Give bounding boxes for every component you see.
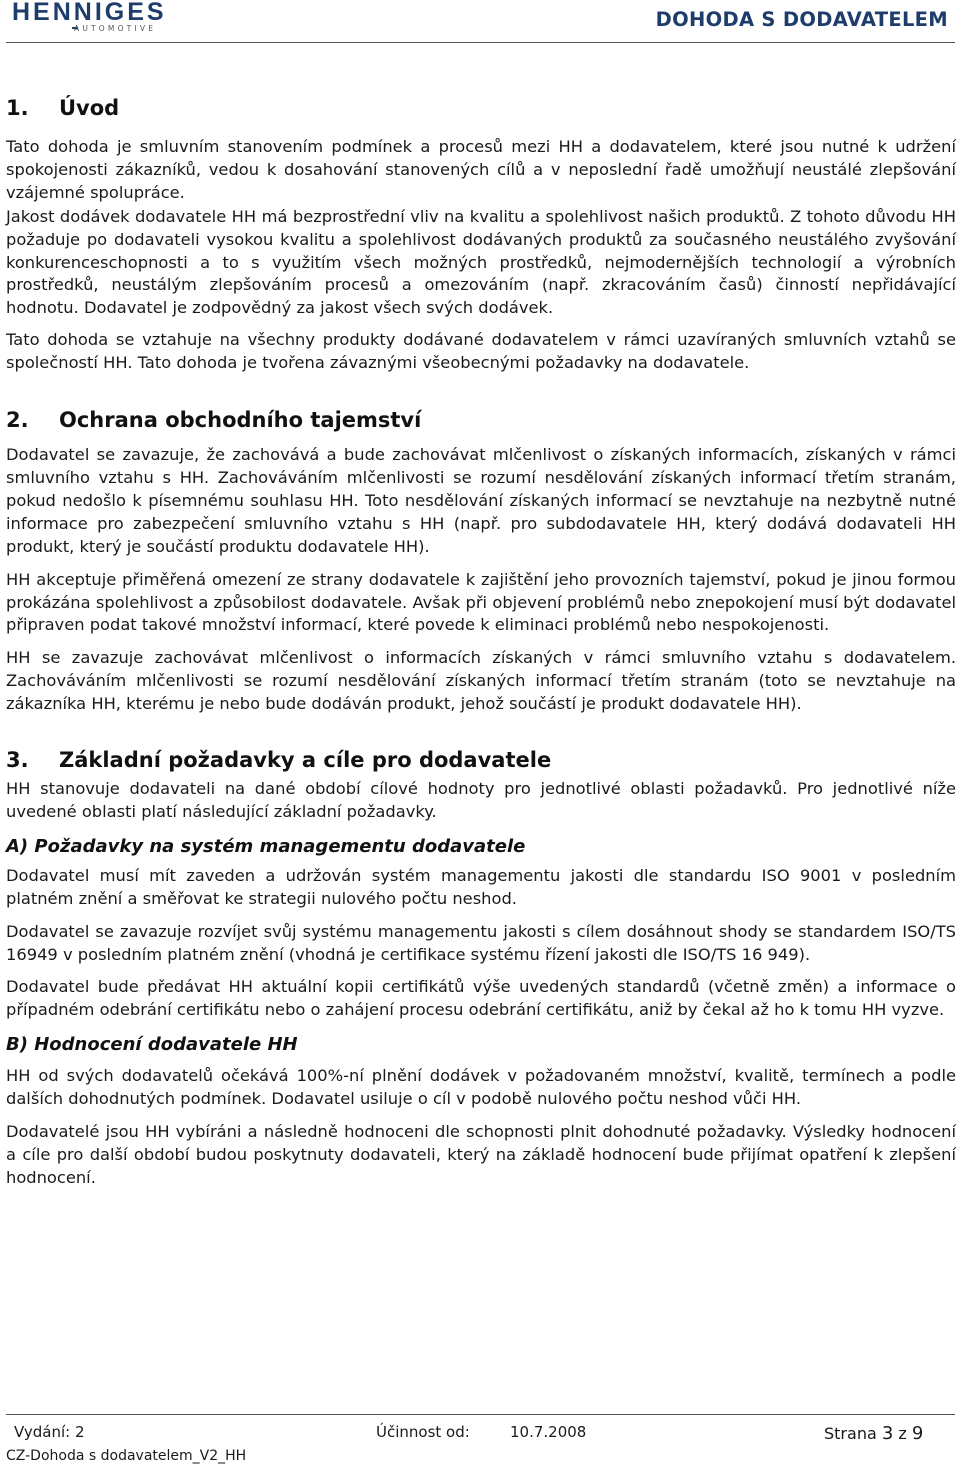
section-3-heading bbox=[6, 748, 956, 772]
paragraph: Tato dohoda je smluvním stanovením podmínek a procesů mezi HH a dodavatelem, které jsou nutné k udržení spokojenosti zákazníků, vedou k dosahování stanovených cílů a v neposlední řadě umožňují neustálé zlepšování vzájemné spolupráce. bbox=[6, 137, 956, 202]
page-number bbox=[824, 1423, 923, 1444]
page-separator: z bbox=[898, 1424, 907, 1443]
page-label: Strana bbox=[824, 1424, 877, 1443]
paragraph: Jakost dodávek dodavatele HH má bezprostřední vliv na kvalitu a spolehlivost našich produktů. Z tohoto důvodu HH požaduje po dodavateli vysokou kvalitu a spolehlivost dodávaných produktů za současného neustálého zvyšování konkurenceschopnosti a to s využitím všech možných prostředků, nejmodernějších technologií a výrobních prostředků, neustálým zlepšováním procesů a omezováním (např. zkracováním časů) činností nepřidávající hodnotu. Dodavatel je zodpovědný za jakost všech svých dodávek. bbox=[6, 206, 956, 318]
footer-divider bbox=[6, 1414, 955, 1415]
page-total: 9 bbox=[911, 1423, 924, 1444]
paragraph: HH akceptuje přiměřená omezení ze strany dodavatele k zajištění jeho provozních tajemství, pokud je jinou formou prokázána spolehlivost a způsobilost dodavatele. Avšak při objevení problémů nebo znepokojení musí být dodavatel připraven podat takové množství informací, které povede k eliminaci problémů nebo nespokojenosti. bbox=[6, 569, 956, 635]
effective-label: Účinnost od: bbox=[376, 1423, 470, 1441]
logo-wordmark: HENNIGES bbox=[12, 0, 167, 26]
section-number: 1. bbox=[6, 96, 29, 120]
paragraph: Dodavatelé jsou HH vybíráni a následně hodnoceni dle schopnosti plnit dohodnuté požadavky. Výsledky hodnocení a cíle pro další období budou poskytnuty dodavateli, který na základě hodnocení bude přijímat opatření k zlepšení hodnocení. bbox=[6, 1122, 956, 1187]
document-title: DOHODA S DODAVATELEM bbox=[655, 8, 948, 31]
file-name: CZ-Dohoda s dodavatelem_V2_HH bbox=[6, 1448, 247, 1464]
paragraph: HH od svých dodavatelů očekává 100%-ní plnění dodávek v požadovaném množství, kvalitě, termínech a podle dalších dohodnutých podmínek. Dodavatel usiluje o cíl v podobě nulového počtu neshod vůči HH. bbox=[6, 1066, 956, 1109]
page-footer bbox=[0, 1418, 960, 1468]
header-divider bbox=[6, 42, 955, 43]
section-title: Ochrana obchodního tajemství bbox=[59, 408, 422, 433]
paragraph: HH se zavazuje zachovávat mlčenlivost o informacích získaných v rámci smluvního vztahu s dodavatelem. Zachováváním mlčenlivosti se rozumí nesdělování získaných informací třetím stranám (toto se nevztahuje na zákazníka HH, kterému je nebo bude dodáván produkt, jehož součástí je produkt dodavatele HH). bbox=[6, 648, 956, 714]
paragraph: Dodavatel musí mít zaveden a udržován systém managementu jakosti dle standardu ISO 9001 v posledním platném znění a směřovat ke strategii nulového počtu neshod. bbox=[6, 865, 956, 908]
section-title: Úvod bbox=[59, 96, 120, 120]
section-1-heading bbox=[6, 96, 956, 120]
effective-date: 10.7.2008 bbox=[510, 1423, 587, 1441]
page-current: 3 bbox=[881, 1423, 894, 1444]
section-title: Základní požadavky a cíle pro dodavatele bbox=[59, 748, 552, 773]
edition-label: Vydání: 2 bbox=[14, 1423, 85, 1441]
paragraph: Dodavatel se zavazuje, že zachovává a bude zachovávat mlčenlivost o získaných informacích, získaných v rámci smluvního vztahu s HH. Zachováváním mlčenlivosti se rozumí nesdělování získaných informací třetím stranám, pokud nedošlo k písemnému souhlasu HH. Toto nesdělování získaných informací se nevztahuje na nezbytně nutné informace pro zabezpečení smluvního vztahu s HH (např. pro subdodavatele HH, který dodává dodavateli HH produkt, který je součástí produktu dodavatele HH). bbox=[6, 445, 956, 556]
page-header bbox=[0, 0, 960, 44]
document-body bbox=[6, 90, 956, 1190]
section-number: 2. bbox=[6, 408, 29, 433]
section-2-heading bbox=[6, 408, 956, 432]
paragraph: Dodavatel bude předávat HH aktuální kopii certifikátů výše uvedených standardů (včetně změn) a informace o případném odebrání certifikátu nebo o zahájení procesu odebrání certifikátu, aniž by čekal až ho k tomu HH vyzve. bbox=[6, 977, 956, 1020]
logo-subtext: AUTOMOTIVE bbox=[74, 24, 157, 33]
section-number: 3. bbox=[6, 748, 29, 773]
paragraph: HH stanovuje dodavateli na dané období cílové hodnoty pro jednotlivé oblasti požadavků. Pro jednotlivé níže uvedené oblasti platí následující základní požadavky. bbox=[6, 779, 956, 821]
paragraph: Dodavatel se zavazuje rozvíjet svůj systému managementu jakosti s cílem dosáhnout shody se standardem ISO/TS 16949 v posledním platném znění (vhodná je certifikace systému řízení jakosti dle ISO/TS 16 949). bbox=[6, 921, 956, 964]
henniges-logo bbox=[12, 0, 184, 40]
paragraph: Tato dohoda se vztahuje na všechny produkty dodávané dodavatelem v rámci uzavíraných smluvních vztahů se společností HH. Tato dohoda je tvořena závaznými všeobecnými požadavky na dodavatele. bbox=[6, 330, 956, 373]
subsection-b-heading: B) Hodnocení dodavatele HH bbox=[6, 1034, 298, 1056]
subsection-a-heading: A) Požadavky na systém managementu dodavatele bbox=[6, 835, 526, 857]
